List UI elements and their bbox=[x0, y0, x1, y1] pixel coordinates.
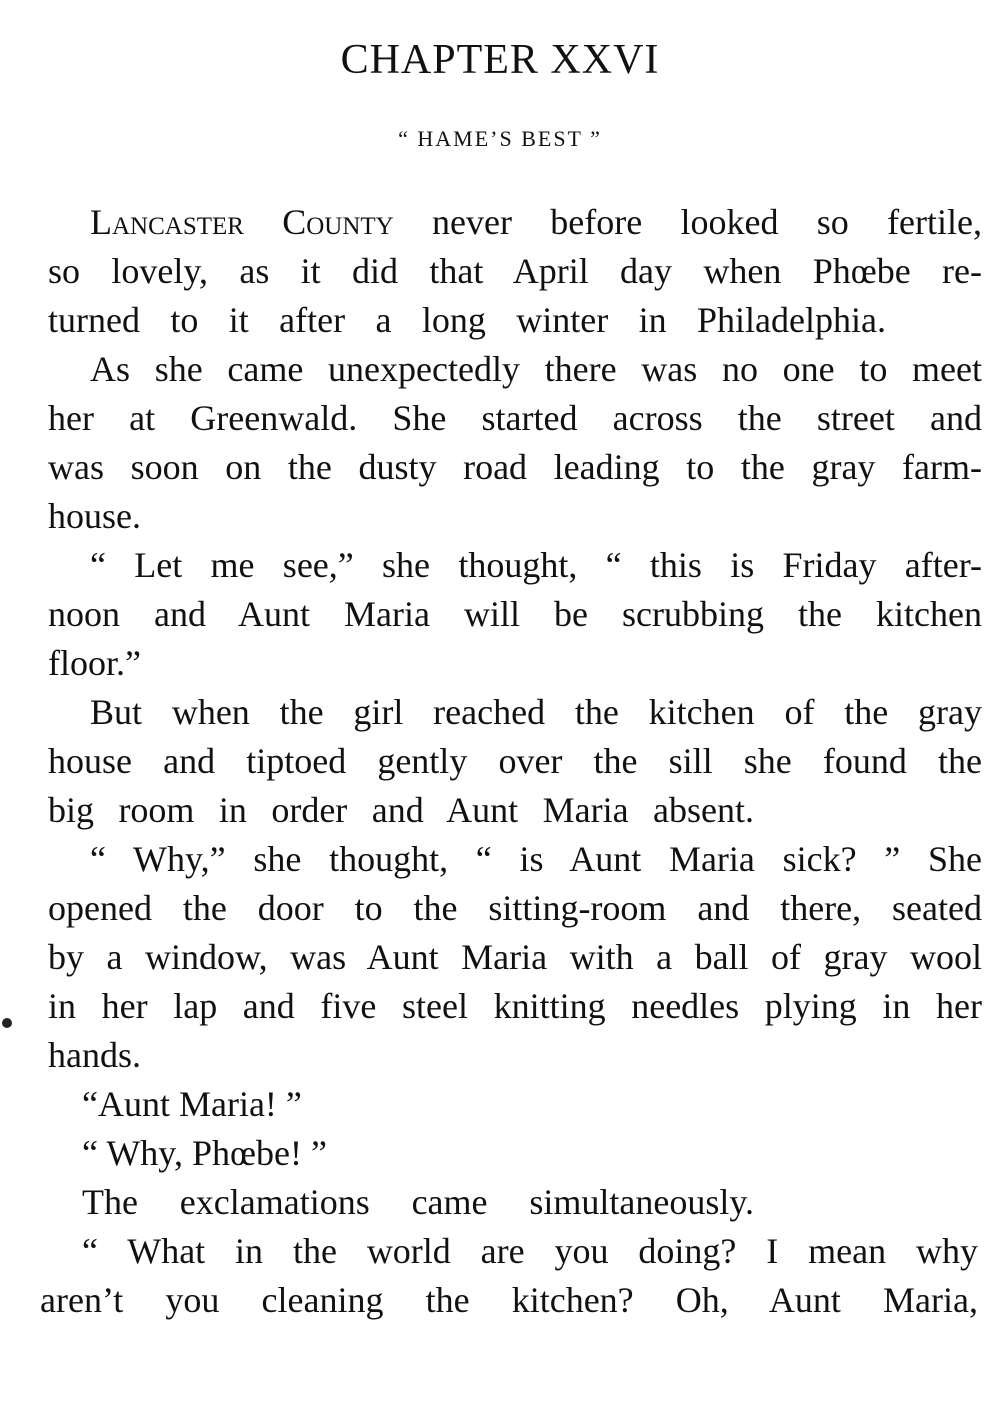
text-line: was soon on the dusty road leading to the gray farm- bbox=[48, 447, 982, 487]
chapter-subtitle: “ HAME’S BEST ” bbox=[398, 126, 602, 151]
text-line: “ Let me see,” she thought, “ this is Friday after- bbox=[90, 545, 982, 585]
text-line: big room in order and Aunt Maria absent. bbox=[48, 790, 754, 830]
text-line: noon and Aunt Maria will be scrubbing the kitchen bbox=[48, 594, 982, 634]
text-line: by a window, was Aunt Maria with a ball of gray wool bbox=[48, 937, 982, 977]
chapter-title: CHAPTER XXVI bbox=[340, 37, 660, 83]
text-line: floor.” bbox=[48, 643, 141, 683]
text-line: in her lap and five steel knitting needles plying in her bbox=[48, 986, 982, 1026]
text-line: As she came unexpectedly there was no one to meet bbox=[90, 349, 982, 389]
ink-blot-mark bbox=[2, 1018, 12, 1028]
text-line: The exclamations came simultaneously. bbox=[82, 1182, 754, 1222]
text-line: hands. bbox=[48, 1035, 141, 1075]
text-line: But when the girl reached the kitchen of the gray bbox=[90, 692, 982, 732]
text-line: “ Why,” she thought, “ is Aunt Maria sick? ” She bbox=[90, 839, 982, 879]
text-line: “ Why, Phœbe! ” bbox=[82, 1133, 327, 1173]
text-line: her at Greenwald. She started across the street and bbox=[48, 398, 982, 438]
text-line: house. bbox=[48, 496, 141, 536]
text-line: “ What in the world are you doing? I mean why bbox=[82, 1231, 978, 1271]
opening-rest: never before looked so fertile, bbox=[393, 202, 983, 242]
text-line: “Aunt Maria! ” bbox=[82, 1084, 302, 1124]
text-line: aren’t you cleaning the kitchen? Oh, Aunt Maria, bbox=[40, 1280, 978, 1320]
text-line: turned to it after a long winter in Philadelphia. bbox=[48, 300, 886, 340]
text-line: opened the door to the sitting-room and there, seated bbox=[48, 888, 982, 928]
text-line: so lovely, as it did that April day when Phœbe re- bbox=[48, 251, 982, 291]
opening-smallcaps: Lancaster County bbox=[90, 202, 394, 242]
text-line: house and tiptoed gently over the sill she found the bbox=[48, 741, 982, 781]
text-line-1 bbox=[90, 200, 982, 244]
